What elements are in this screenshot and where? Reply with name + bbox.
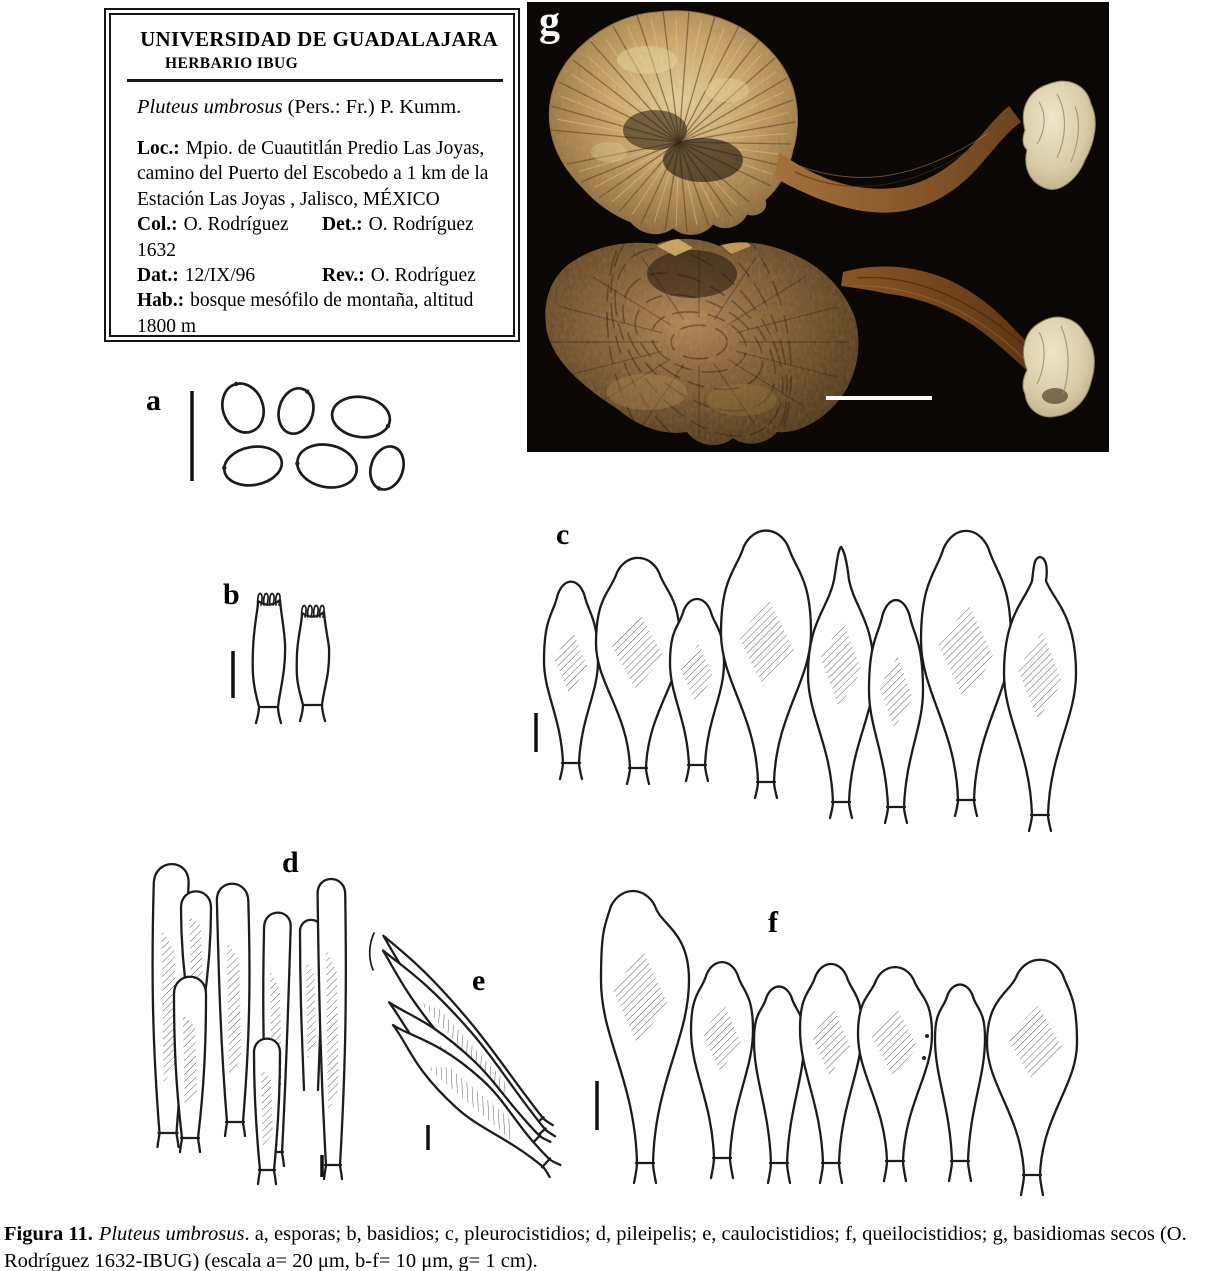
hatch-area [306, 961, 316, 1059]
collection-number: 1632 [137, 239, 176, 261]
panel-label-a: a [146, 384, 161, 417]
species-authority: (Pers.: Fr.) P. Kumm. [287, 96, 462, 118]
species-name: Pluteus umbrosus [137, 96, 283, 118]
cheilocystidium [601, 891, 689, 1183]
dat-label: Dat.: [137, 265, 179, 287]
hatch-area [189, 916, 203, 983]
spore-apiculus [222, 466, 226, 470]
spore-apiculus [234, 382, 238, 386]
sterigma [264, 594, 268, 605]
spore-apiculus [377, 486, 381, 490]
pileipellis-drawing [153, 864, 374, 1184]
herbarium-name: HERBARIO IBUG [165, 55, 299, 72]
panel-label-f: f [768, 906, 778, 939]
pileipellis-fragment [370, 933, 374, 970]
loc-label: Loc.: [137, 138, 180, 159]
cheilocystidium [691, 962, 753, 1178]
institution-name: UNIVERSIDAD DE GUADALAJARA [140, 27, 498, 51]
hab-label: Hab.: [137, 290, 185, 312]
hatch-area [227, 941, 241, 1078]
caption-body: . a, esporas; b, basidios; c, pleurocistidios; d, pileipelis; e, caulocistidios; f, queilocistidios; g, basidiomas secos (O. Rodríguez 1632-IBUG) (escala a= 20 μm, b-f= 10 μm, g= 1 cm). [4, 1223, 1187, 1271]
spore [293, 439, 360, 493]
det-label: Det.: [322, 214, 363, 236]
col-value: O. Rodríguez [183, 214, 289, 236]
spore [216, 378, 271, 439]
spore-apiculus [295, 461, 299, 465]
spore [274, 384, 319, 437]
cheilocystidium [935, 985, 985, 1181]
cheilocystidia-drawing [601, 891, 1077, 1195]
cheilocystidium [858, 967, 932, 1181]
spore-apiculus [305, 389, 309, 393]
cheilocystidium [754, 987, 804, 1183]
cheilocystidium [800, 964, 862, 1183]
ink-dot [922, 1056, 926, 1060]
sterigma [308, 606, 312, 617]
hatch-area [183, 1014, 197, 1108]
scale-bars [192, 391, 597, 1177]
caption-figure-label: Figura 11. [4, 1223, 93, 1245]
panel-label-d: d [282, 846, 299, 879]
dat-value: 12/IX/96 [184, 265, 256, 287]
spore [365, 442, 409, 494]
basidia-drawing [253, 594, 329, 723]
panel-label-b: b [223, 578, 240, 611]
spore [329, 393, 392, 441]
hatch-area [326, 949, 339, 1113]
pleurocystidia-drawing [544, 531, 1076, 831]
rev-value: O. Rodríguez [370, 265, 476, 287]
loc-value: Mpio. de Cuautitlán Predio Las Joyas, camino del Puerto del Escobedo a 1 km de la Estación Las Joyas , Jalisco, MÉXICO [137, 138, 489, 210]
basidium [253, 600, 285, 723]
caulocystidium-group [373, 942, 559, 1150]
spore [221, 442, 285, 489]
caulocystidia-drawing [373, 929, 568, 1185]
panel-label-c: c [556, 518, 570, 551]
spore-apiculus [386, 424, 390, 428]
ink-dot [925, 1034, 929, 1038]
caption-species: Pluteus umbrosus [98, 1223, 245, 1245]
det-value: O. Rodríguez [368, 214, 474, 236]
hab-value: bosque mesófilo de montaña, altitud 1800 m [137, 290, 474, 337]
rev-label: Rev.: [322, 265, 365, 287]
col-label: Col.: [137, 214, 178, 236]
spores-drawing [216, 378, 409, 494]
panel-label-g: g [539, 0, 560, 45]
panel-label-e: e [472, 964, 486, 997]
hatch-area [261, 1069, 273, 1146]
